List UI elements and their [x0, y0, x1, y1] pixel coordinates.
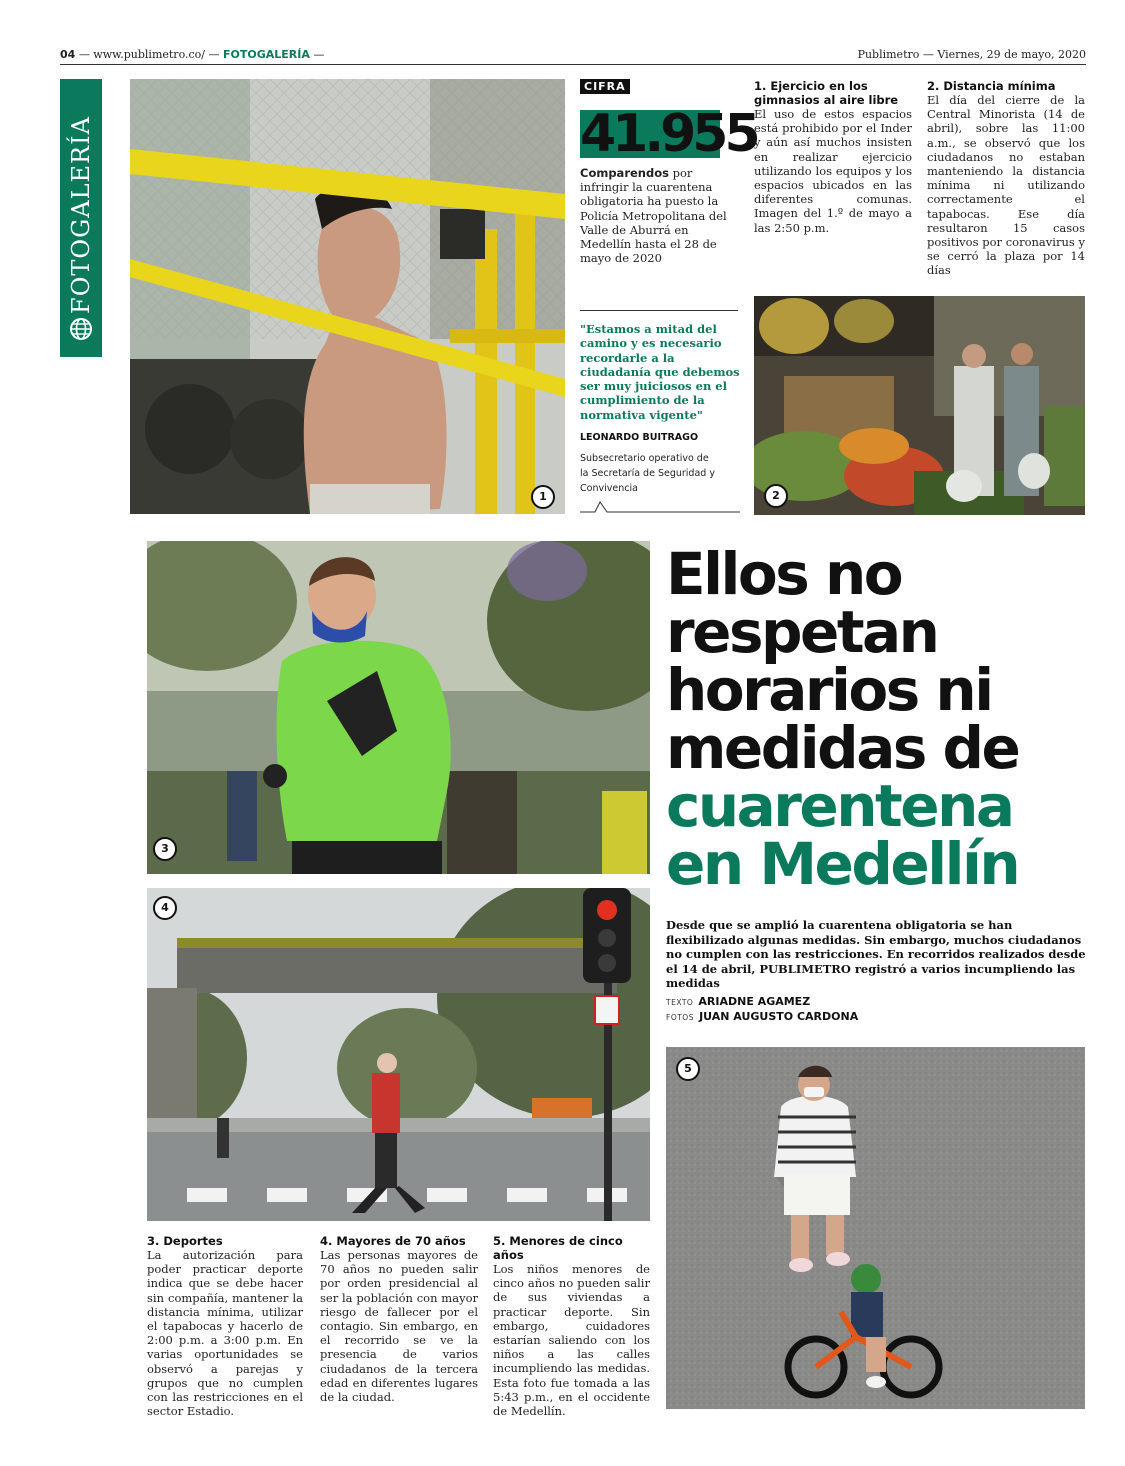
cifra-lead: Comparendos [580, 166, 669, 180]
headline-line-1: Ellos no [666, 540, 902, 608]
cifra-number-text: 41.955 [580, 104, 757, 164]
caption-4 [320, 1234, 478, 1404]
publication-name: Publimetro [857, 48, 920, 61]
caption-2 [927, 79, 1085, 278]
credit-text-row [666, 990, 1086, 1008]
credit-text-name: ARIADNE AGAMEZ [698, 995, 811, 1008]
caption-5 [493, 1234, 650, 1418]
deck-text: Desde que se amplió la cuarentena obligatoria se han flexibilizado algunas medidas. Sin embargo, muchos ciudadanos no cumplen con las restricciones. En recorridos realizados desde el 14 de abril, PUBLIMETRO registró a varios incumpliendo las medidas [666, 918, 1086, 990]
side-tab [60, 79, 102, 357]
credits [666, 990, 1086, 1023]
cifra-tag: CIFRA [580, 79, 630, 94]
photo-number-badge: 3 [153, 837, 177, 861]
caption-4-text: Las personas mayores de 70 años no pueden salir por orden presidencial al ser la población con mayor riesgo de fallecer por el contagio. Sin embargo, en el recorrido se ve la presencia de varios ciudadanos de la tercera edad en diferentes lugares de la ciudad. [320, 1248, 478, 1405]
quote-pointer [580, 500, 740, 516]
side-tab-label: FOTOGALERÍA [67, 116, 95, 314]
headline-line-5: cuarentena [666, 772, 1013, 840]
credit-photo-label: FOTOS [666, 1013, 694, 1022]
page-header [60, 48, 1086, 65]
caption-1 [754, 79, 912, 235]
photo-number-badge: 5 [676, 1057, 700, 1081]
quote-divider [580, 310, 738, 311]
credit-photo-row [666, 1005, 1086, 1023]
photo-elder-crossing [147, 888, 650, 1221]
headline-line-4: medidas de [666, 714, 1019, 782]
caption-3-title: 3. Deportes [147, 1234, 223, 1248]
header-right [858, 48, 1086, 61]
caption-4-title: 4. Mayores de 70 años [320, 1234, 466, 1248]
caption-2-title: 2. Distancia mínima [927, 79, 1056, 93]
photo-number-badge: 1 [531, 485, 555, 509]
page-number: 04 [60, 48, 76, 61]
caption-5-title: 5. Menores de cinco años [493, 1234, 623, 1262]
site-url: — www.publimetro.co/ — [78, 48, 220, 61]
caption-1-text: El uso de estos espacios está prohibido por el Inder y aún así muchos insisten en realizar ejercicio utilizando los equipos y los espacios ubicados en las diferentes comunas. Imagen del 1.º de mayo a las 2:50 p.m. [754, 107, 912, 235]
cifra-number [580, 104, 757, 164]
cifra-description [580, 166, 738, 265]
caption-3-text: La autorización para poder practicar deporte indica que se debe hacer sin compañía, mantener la distancia mínima, utilizar el tapabocas y hacerlo de 2:00 p.m. a 3:00 p.m. En varias oportunidades se observó a parejas y grupos que no cumplen con las restricciones en el sector Estadio. [147, 1248, 303, 1419]
photo-mother-child [666, 1047, 1085, 1409]
photo-market [754, 296, 1085, 515]
issue-date: — Viernes, 29 de mayo, 2020 [922, 48, 1086, 61]
quote-author: LEONARDO BUITRAGO [580, 432, 699, 443]
photo-number-badge: 2 [764, 484, 788, 508]
globe-icon [69, 317, 93, 341]
caption-1-title: 1. Ejercicio en los gimnasios al aire libre [754, 79, 899, 107]
headline-line-6: en Medellín [666, 830, 1019, 898]
photo-number-badge: 4 [153, 896, 177, 920]
credit-text-label: TEXTO [666, 998, 694, 1007]
headline-line-2: respetan [666, 598, 938, 666]
photo-runner [147, 541, 650, 874]
caption-5-text: Los niños menores de cinco años no pueden salir de sus viviendas a practicar deporte. Sin embargo, cuidadores estarían saliendo con los niños a las calles incumpliendo las medidas. Esta foto fue tomada a las 5:43 p.m., en el occidente de Medellín. [493, 1262, 650, 1419]
caption-3 [147, 1234, 303, 1418]
headline [666, 540, 1106, 898]
cifra-text: por infringir la cuarentena obligatoria ha puesto la Policía Metropolitana del Valle de Aburrá en Medellín hasta el 28 de mayo de 2020 [580, 166, 727, 266]
quote-role: Subsecretario operativo de la Secretaría de Seguridad y Convivencia [580, 453, 715, 494]
headline-line-3: horarios ni [666, 656, 992, 724]
section-name: FOTOGALERÍA [222, 48, 310, 61]
credit-photo-name: JUAN AUGUSTO CARDONA [699, 1010, 859, 1023]
quote-text: "Estamos a mitad del camino y es necesario recordarle a la ciudadanía que debemos ser muy juiciosos en el cumplimiento de la normativa vigente" [580, 322, 740, 422]
caption-2-text: El día del cierre de la Central Minorista (14 de abril), sobre las 11:00 a.m., se observó que los ciudadanos no estaban manteniendo la distancia mínima ni utilizando correctamente el tapabocas. Ese día resultaron 15 casos positivos por coronavirus y se cerró la plaza por 14 días [927, 93, 1085, 278]
header-dash: — [313, 48, 325, 61]
photo-outdoor-gym [130, 79, 565, 514]
